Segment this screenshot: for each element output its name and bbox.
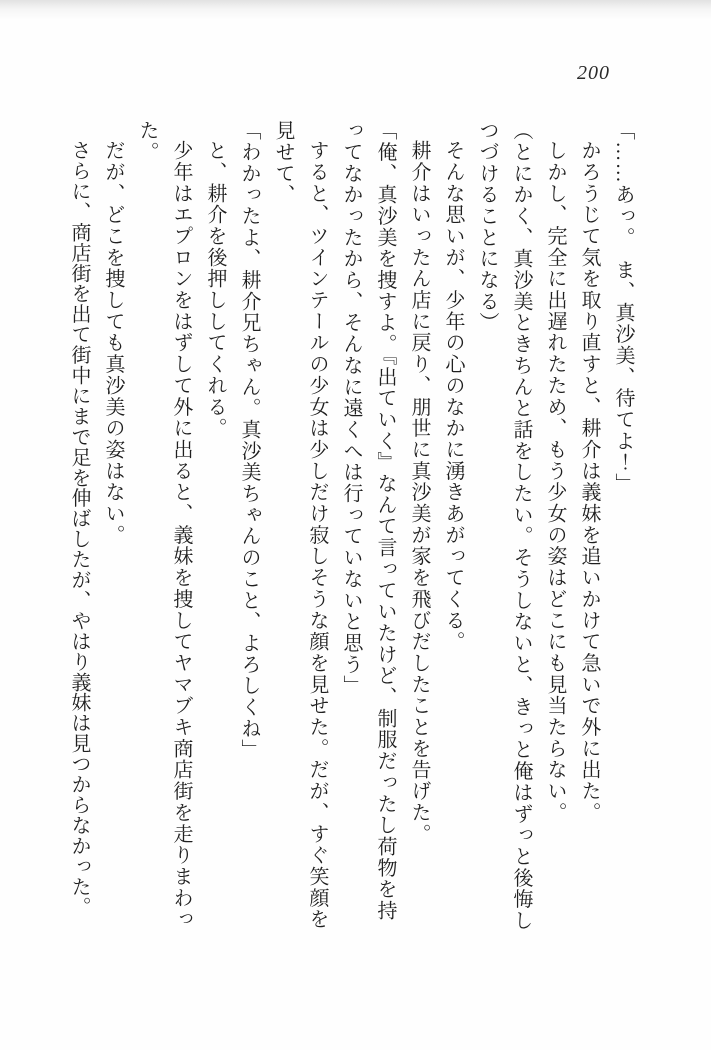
paragraph: かろうじて気を取り直すと、耕介は義妹を追いかけて急いで外に出た。	[578, 140, 600, 824]
paragraph: 「俺、真沙美を捜すよ。『出ていく』なんて言っていたけど、制服だったし荷物を持ってなかったから、そんなに遠くへは行っていないと思う」	[340, 120, 396, 922]
paragraph: だが、どこを捜しても真沙美の姿はない。	[102, 140, 124, 546]
paragraph: （とにかく、真沙美ときちんと話をしたい。そうしないと、きっと俺はずっと後悔しつづけることになる）	[476, 120, 532, 932]
paragraph: 「……あっ。 ま、真沙美、待てよ！」	[612, 120, 634, 495]
paragraph: さらに、商店街を出て街中にまで足を伸ばしたが、やはり義妹は見つからなかった。	[68, 140, 90, 918]
paragraph: しかし、完全に出遅れたため、もう少女の姿はどこにも見当たらない。	[544, 140, 566, 824]
paragraph: と、耕介を後押ししてくれる。	[204, 140, 226, 439]
page-top-shading	[0, 0, 711, 22]
page-number: 200	[577, 62, 610, 84]
paragraph: 少年はエプロンをはずして外に出ると、義妹を捜してヤマブキ商店街を走りまわった。	[136, 120, 192, 930]
paragraph: 「わかったよ、耕介兄ちゃん。真沙美ちゃんのこと、よろしくね」	[238, 120, 260, 761]
paragraph: 耕介はいったん店に戻り、朋世に真沙美が家を飛びだしたことを告げた。	[408, 140, 430, 845]
body-text	[60, 120, 640, 932]
paragraph: すると、ツインテールの少女は少しだけ寂しそうな顔を見せた。だが、すぐ笑顔を見せて、	[272, 120, 328, 930]
paragraph: そんな思いが、少年の心のなかに湧きあがってくる。	[442, 140, 464, 653]
